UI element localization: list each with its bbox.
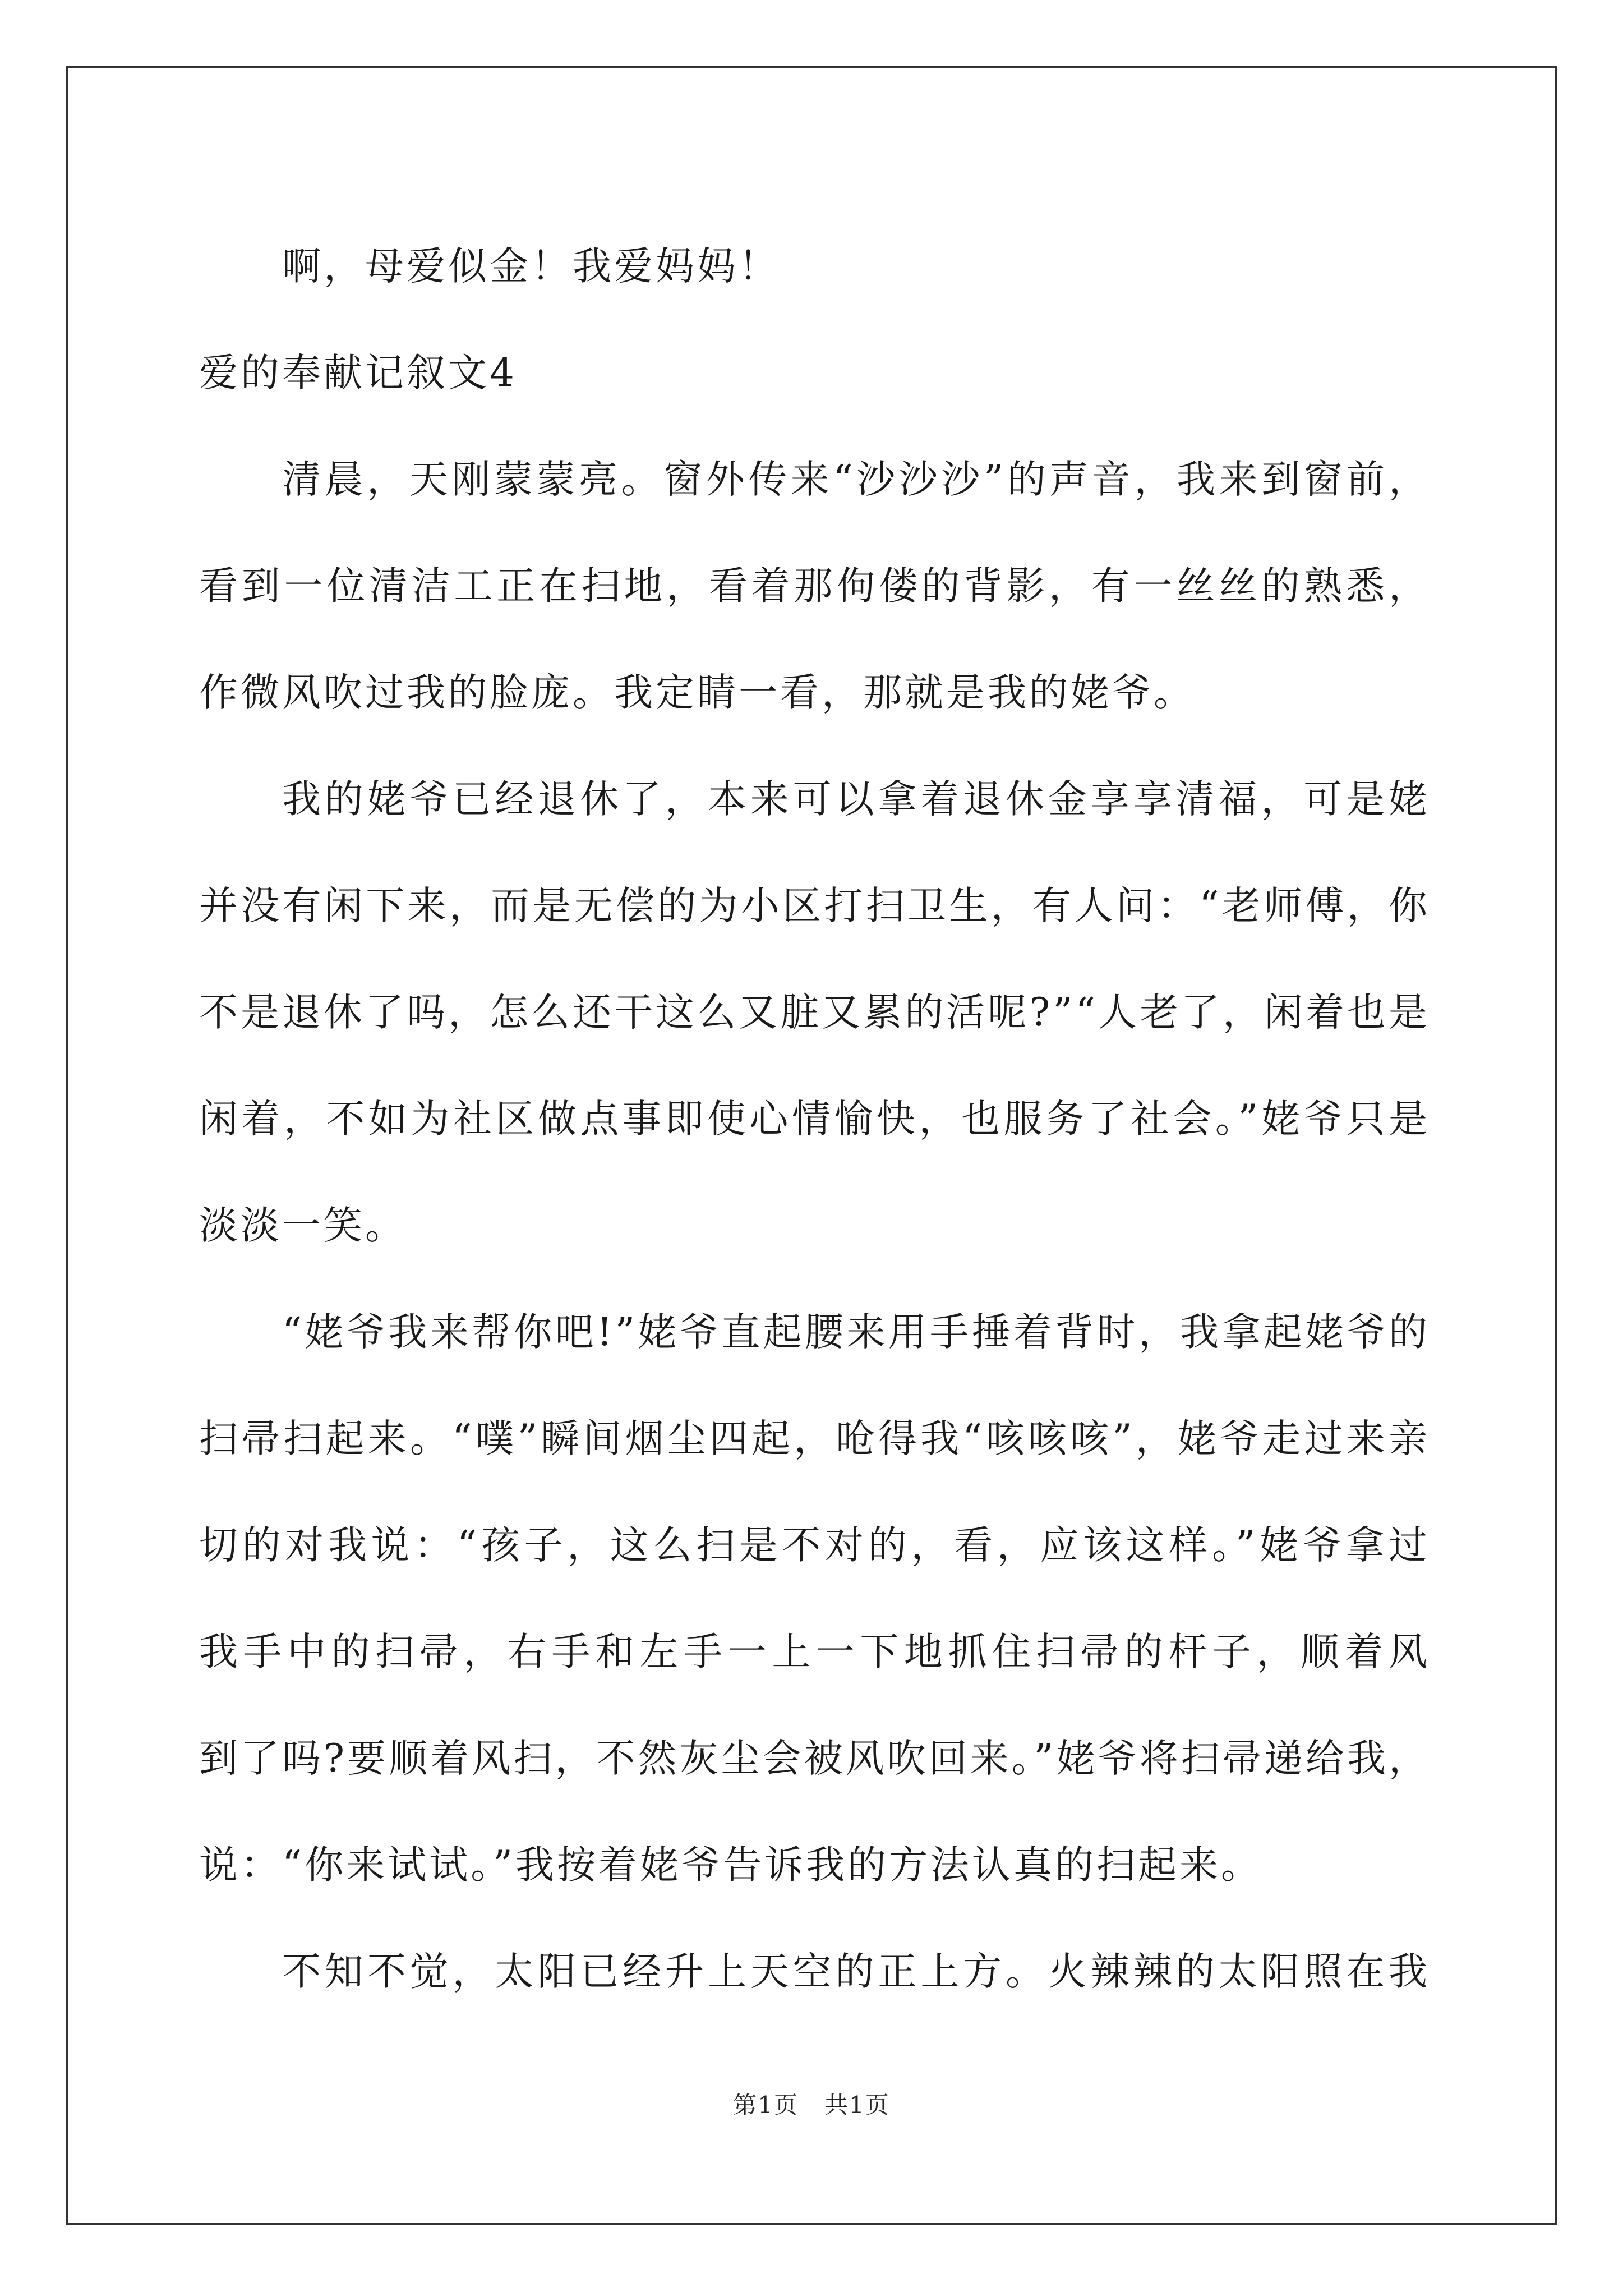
section-heading: 爱的奉献记叙文4 bbox=[199, 351, 517, 395]
page-footer bbox=[0, 2087, 1623, 2120]
paragraph-2-line-2: 并没有闲下来，而是无偿的为小区打扫卫生，有人问：“老师傅，你 bbox=[199, 884, 1430, 928]
paragraph-2-line-3: 不是退休了吗，怎么还干这么又脏又累的活呢?”“人老了，闲着也是 bbox=[199, 990, 1430, 1035]
paragraph-3-line-6: 说：“你来试试。”我按着姥爷告诉我的方法认真的扫起来。 bbox=[199, 1843, 1263, 1888]
paragraph-2-line-1: 我的姥爷已经退休了，本来可以拿着退休金享享清福，可是姥 bbox=[282, 777, 1430, 822]
paragraph-4-line-1: 不知不觉，太阳已经升上天空的正上方。火辣辣的太阳照在我 bbox=[282, 1949, 1430, 1994]
paragraph-3-line-5: 到了吗?要顺着风扫，不然灰尘会被风吹回来。”姥爷将扫帚递给我， bbox=[199, 1736, 1430, 1781]
document-body bbox=[199, 213, 1430, 2025]
paragraph-2-line-5: 淡淡一笑。 bbox=[199, 1203, 407, 1248]
paragraph-3-line-4: 我手中的扫帚，右手和左手一上一下地抓住扫帚的杆子，顺着风 bbox=[199, 1630, 1430, 1674]
page-total: 共1页 bbox=[824, 2091, 890, 2119]
paragraph-1-line-1: 清晨，天刚蒙蒙亮。窗外传来“沙沙沙”的声音，我来到窗前， bbox=[282, 457, 1430, 502]
paragraph-1-line-3: 作微风吹过我的脸庞。我定睛一看，那就是我的姥爷。 bbox=[199, 670, 1195, 715]
paragraph-1-line-2: 看到一位清洁工正在扫地，看着那佝偻的背影，有一丝丝的熟悉， bbox=[199, 564, 1430, 609]
paragraph-closing-line: 啊，母爱似金！我爱妈妈！ bbox=[282, 244, 780, 289]
paragraph-3-line-2: 扫帚扫起来。“噗”瞬间烟尘四起，呛得我“咳咳咳”，姥爷走过来亲 bbox=[199, 1416, 1430, 1461]
page-number: 第1页 bbox=[733, 2091, 799, 2119]
paragraph-2-line-4: 闲着，不如为社区做点事即使心情愉快，也服务了社会。”姥爷只是 bbox=[199, 1097, 1430, 1142]
paragraph-3-line-3: 切的对我说：“孩子，这么扫是不对的，看，应该这样。”姥爷拿过 bbox=[199, 1523, 1430, 1568]
paragraph-3-line-1: “姥爷我来帮你吧!”姥爷直起腰来用手捶着背时，我拿起姥爷的 bbox=[282, 1310, 1430, 1355]
